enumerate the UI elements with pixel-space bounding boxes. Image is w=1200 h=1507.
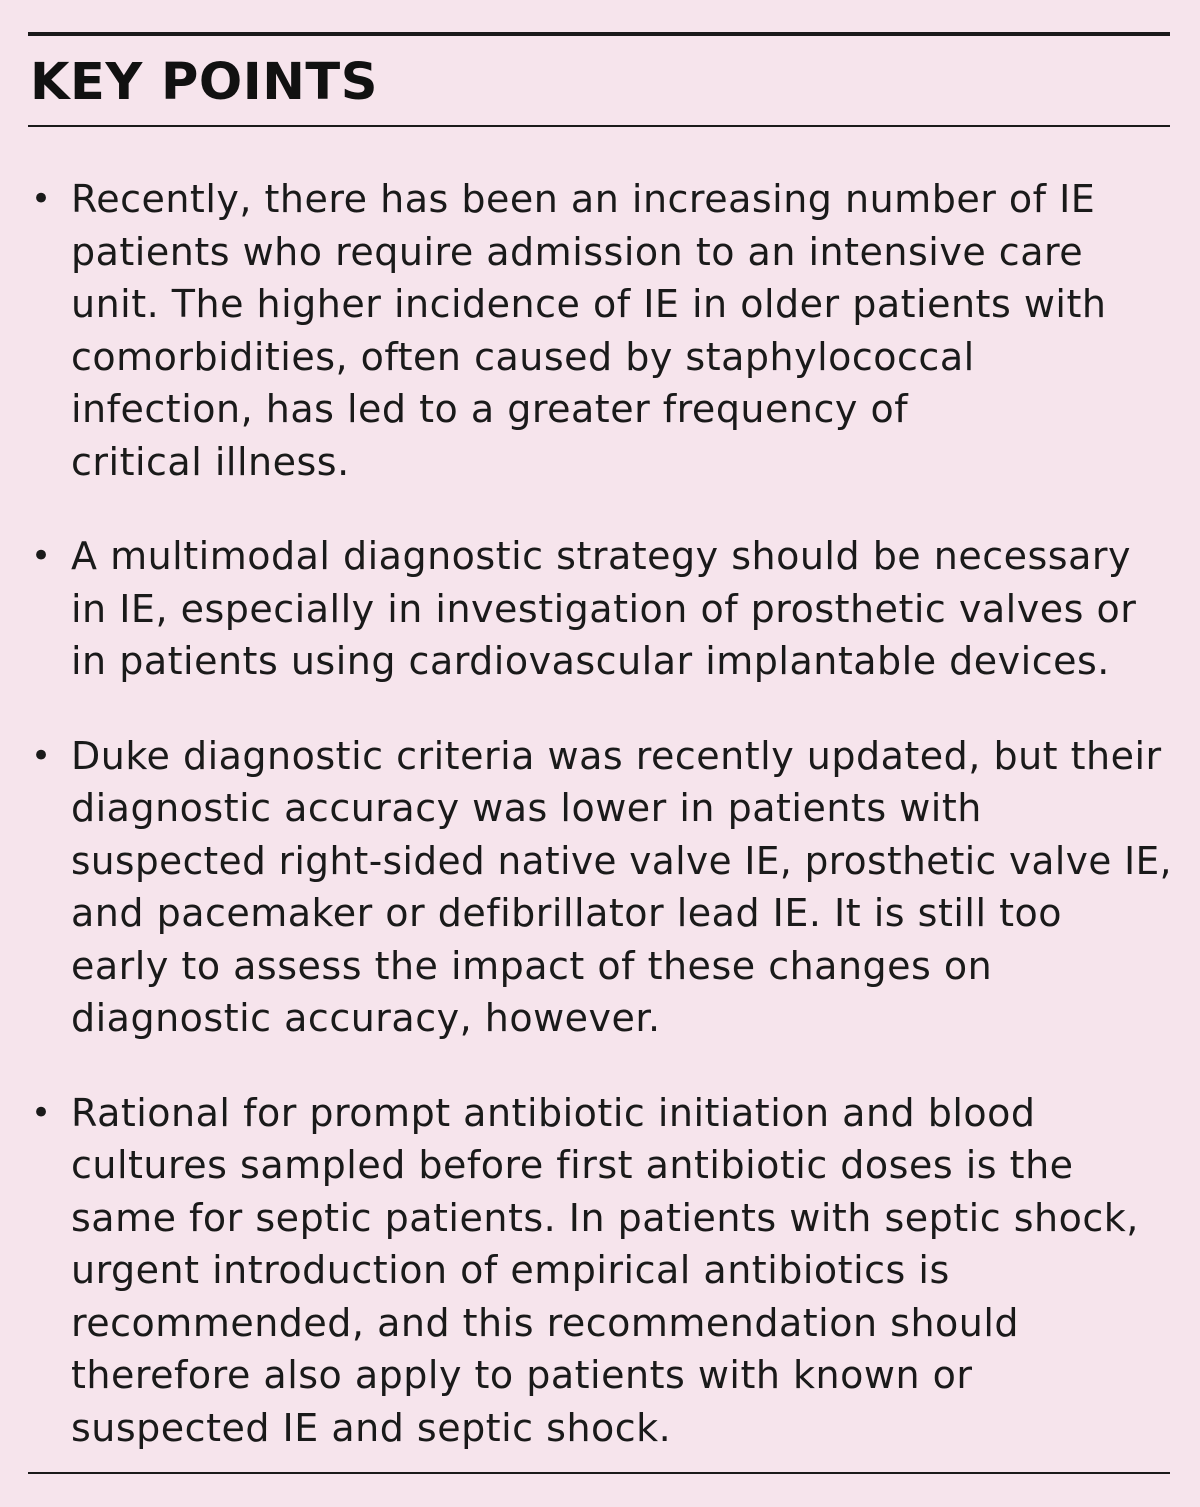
key-point-4 xyxy=(0,1087,1200,1455)
top-rule xyxy=(28,32,1170,36)
text-line: recommended, and this recommendation should xyxy=(71,1300,1020,1345)
text-line: in patients using cardiovascular implantable devices. xyxy=(71,639,1110,683)
text-line: early to assess the impact of these changes on xyxy=(71,943,993,988)
key-point-text xyxy=(71,173,1172,488)
text-line: diagnostic accuracy, however. xyxy=(71,996,661,1040)
text-line: same for septic patients. In patients with septic shock, xyxy=(71,1195,1139,1240)
title-rule xyxy=(28,125,1170,127)
key-point-1 xyxy=(0,173,1200,488)
text-line: cultures sampled before first antibiotic doses is the xyxy=(71,1143,1074,1187)
text-line: in IE, especially in investigation of prosthetic valves or xyxy=(71,586,1137,631)
text-line: Duke diagnostic criteria was recently updated, but their xyxy=(71,733,1162,778)
text-line: infection, has led to a greater frequency of xyxy=(71,387,909,431)
bullet-icon: • xyxy=(31,179,52,219)
text-line: comorbidities, often caused by staphylococcal xyxy=(71,334,975,379)
text-line: urgent introduction of empirical antibiotics is xyxy=(71,1248,950,1292)
text-line: A multimodal diagnostic strategy should be necessary xyxy=(71,534,1131,578)
text-line: unit. The higher incidence of IE in older patients with xyxy=(71,282,1107,326)
text-line: critical illness. xyxy=(71,439,350,484)
bullet-icon: • xyxy=(31,735,52,776)
text-line: Rational for prompt antibiotic initiation and blood xyxy=(71,1090,1036,1135)
text-line: Recently, there has been an increasing number of IE xyxy=(71,177,1096,221)
bullet-icon: • xyxy=(31,536,52,576)
key-point-3 xyxy=(0,730,1200,1045)
text-line: patients who require admission to an intensive care xyxy=(71,229,1084,274)
text-line: diagnostic accuracy was lower in patients with xyxy=(71,786,982,830)
bullet-icon: • xyxy=(31,1092,52,1133)
key-point-text xyxy=(71,1087,1172,1455)
text-line: suspected IE and septic shock. xyxy=(71,1405,672,1450)
key-points-list xyxy=(0,173,1200,1454)
text-line: suspected right-sided native valve IE, prosthetic valve IE, xyxy=(71,838,1172,883)
bottom-rule xyxy=(28,1472,1170,1474)
key-point-text xyxy=(71,530,1172,688)
key-point-text xyxy=(71,730,1172,1045)
text-line: and pacemaker or defibrillator lead IE. It is still too xyxy=(71,891,1062,935)
box-title: KEY POINTS xyxy=(30,53,378,112)
key-point-2 xyxy=(0,530,1200,688)
text-line: therefore also apply to patients with known or xyxy=(71,1353,973,1397)
